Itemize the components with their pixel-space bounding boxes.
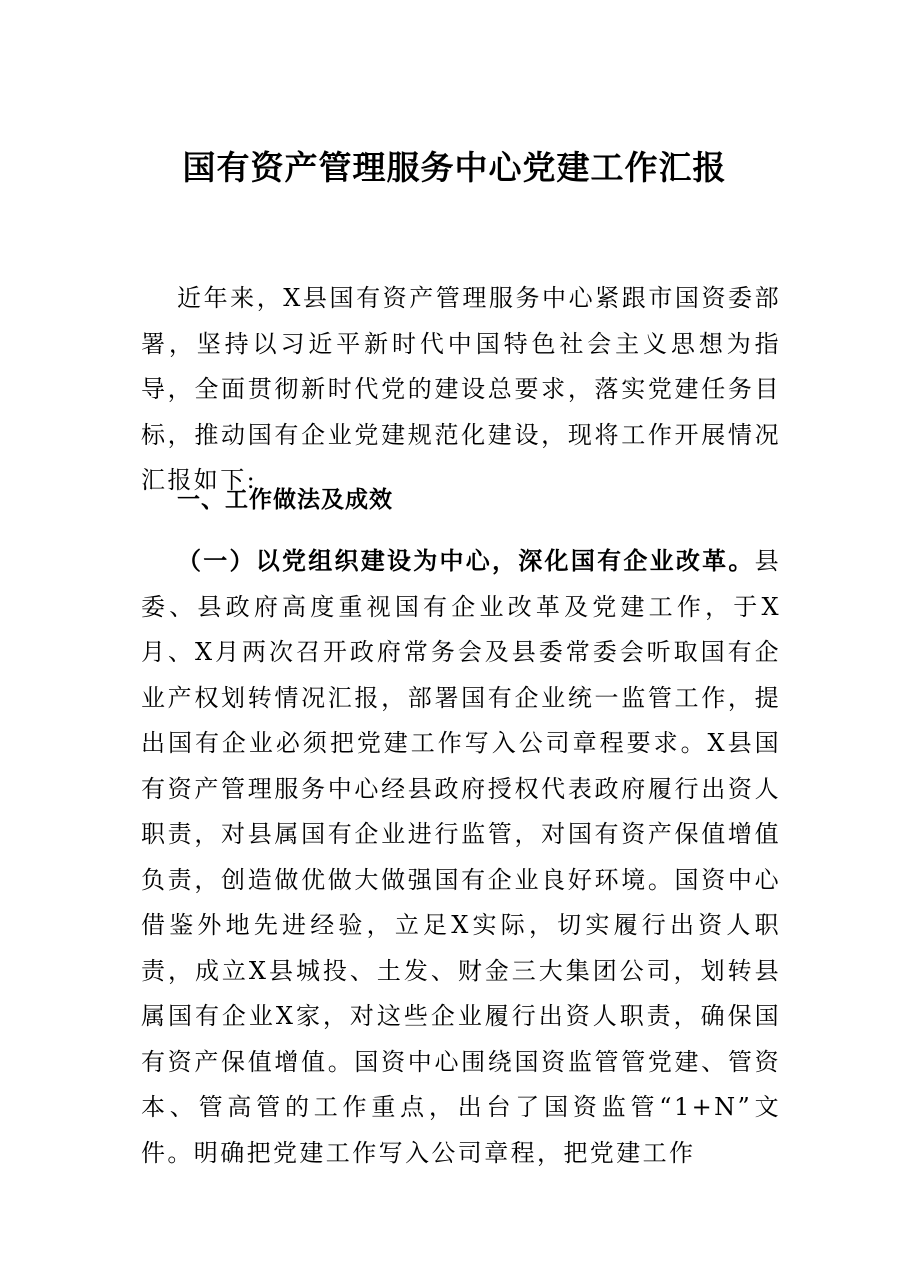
- intro-paragraph: 近年来，X县国有资产管理服务中心紧跟市国资委部署，坚持以习近平新时代中国特色社会主义思想为指导，全面贯彻新时代党的建设总要求，落实党建任务目标，推动国有企业党建规范化建设，现将工作开展情况汇报如下:: [141, 284, 781, 494]
- section-heading: 一、工作做法及成效: [177, 487, 393, 513]
- subsection-body: 县委、县政府高度重视国有企业改革及党建工作，于X月、X月两次召开政府常务会及县委常委会听取国有企业产权划转情况汇报，部署国有企业统一监管工作，提出国有企业必须把党建工作写入公司章程要求。X县国有资产管理服务中心经县政府授权代表政府履行出资人职责，对县属国有企业进行监管，对国有资产保值增值负责，创造做优做大做强国有企业良好环境。国资中心借鉴外地先进经验，立足X实际，切实履行出资人职责，成立X县城投、土发、财金三大集团公司，划转县属国有企业X家，对这些企业履行出资人职责，确保国有资产保值增值。国资中心围绕国资监管管党建、管资本、管高管的工作重点，出台了国资监管“1+N”文件。明确把党建工作写入公司章程，把党建工作: [141, 547, 781, 1167]
- document-title: 国有资产管理服务中心党建工作汇报: [182, 148, 727, 187]
- subsection-lead: （一）以党组织建设为中心，深化国有企业改革。: [177, 547, 755, 575]
- subsection-paragraph: [141, 539, 781, 1176]
